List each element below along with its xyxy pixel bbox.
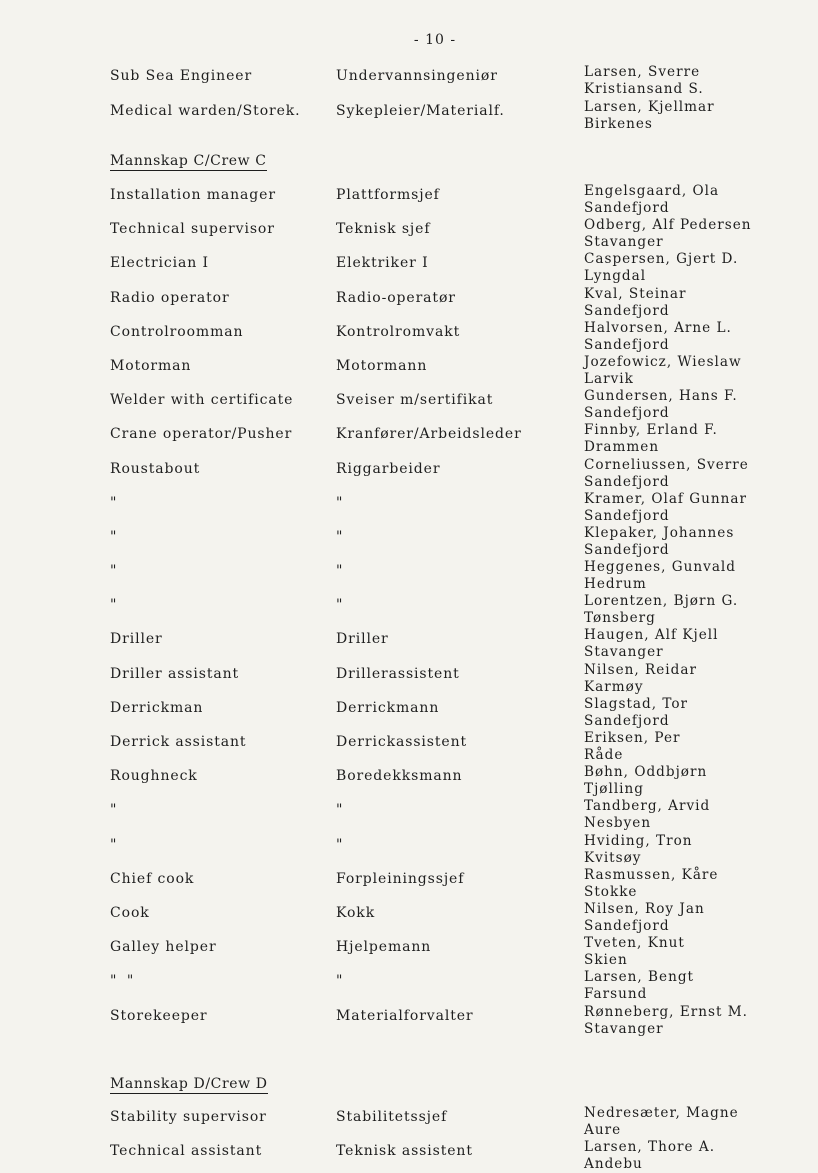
person <box>584 183 719 217</box>
person-name: Engelsgaard, Ola <box>584 183 720 199</box>
list-row <box>0 1004 818 1038</box>
person <box>584 867 718 901</box>
person <box>584 833 693 867</box>
list-row <box>0 251 818 285</box>
list-row <box>0 354 818 388</box>
person-name: Hviding, Tron <box>584 832 693 849</box>
person-name: Nilsen, Roy Jan <box>584 900 705 917</box>
english-title: Roustabout <box>110 460 201 477</box>
person-place: Sandefjord <box>584 302 670 319</box>
person-name: Haugen, Alf Kjell <box>584 627 719 644</box>
list-row <box>0 867 818 901</box>
list-row <box>0 969 818 1003</box>
list-row <box>0 64 818 99</box>
norwegian-title: Elektriker I <box>336 255 429 272</box>
norwegian-title: " <box>336 528 346 545</box>
list-row <box>0 286 818 320</box>
person-place: Råde <box>584 747 624 763</box>
english-title: " <box>110 802 120 819</box>
person-name: Odberg, Alf Pedersen <box>584 217 752 234</box>
person <box>584 251 738 285</box>
english-title: Radio operator <box>110 289 230 306</box>
list-row <box>0 99 818 134</box>
person-place: Sandefjord <box>584 712 670 729</box>
person-place: Sandefjord <box>584 473 670 490</box>
person-place: Stavanger <box>584 234 664 251</box>
norwegian-title: Materialforvalter <box>336 1007 474 1024</box>
person-name: Larsen, Sverre <box>584 64 701 80</box>
list-row <box>0 320 818 354</box>
english-title: " <box>110 597 120 614</box>
norwegian-title: Kranfører/Arbeidsleder <box>336 426 522 443</box>
crew-c-heading-text: Mannskap C/Crew C <box>110 153 267 169</box>
crew-d-rows <box>0 1105 818 1173</box>
english-title: " <box>110 563 120 580</box>
person <box>584 491 747 525</box>
list-row <box>0 798 818 832</box>
person-name: Heggenes, Gunvald <box>584 559 736 576</box>
norwegian-title: Plattformsjef <box>336 187 440 203</box>
person-place: Kvitsøy <box>584 849 642 866</box>
crew-c-rows <box>0 183 818 1038</box>
person-name: Eriksen, Per <box>584 730 681 746</box>
english-title: Chief cook <box>110 870 195 887</box>
english-title: Galley helper <box>110 939 217 956</box>
norwegian-title: Riggarbeider <box>336 460 441 477</box>
norwegian-title: Undervannsingeniør <box>336 68 498 84</box>
person-name: Larsen, Thore A. <box>584 1138 716 1155</box>
person-place: Stokke <box>584 883 638 900</box>
crew-d-heading-text: Mannskap D/Crew D <box>110 1075 268 1092</box>
person-name: Tveten, Knut <box>584 935 685 952</box>
english-title: Storekeeper <box>110 1007 208 1024</box>
person-name: Larsen, Kjellmar <box>584 98 715 115</box>
person-place: Nesbyen <box>584 815 652 832</box>
crew-c-heading <box>0 133 818 167</box>
list-row <box>0 388 818 422</box>
crew-list <box>0 64 818 1173</box>
norwegian-title: Boredekksmann <box>336 768 463 785</box>
norwegian-title: " <box>336 563 346 580</box>
english-title: Roughneck <box>110 768 198 785</box>
person <box>584 457 749 491</box>
person <box>584 764 707 798</box>
person-place: Andebu <box>584 1155 643 1172</box>
person-place: Stavanger <box>584 644 664 661</box>
person-place: Sandefjord <box>584 507 670 524</box>
person-place: Birkenes <box>584 115 653 132</box>
english-title: Motorman <box>110 357 192 374</box>
person <box>584 1004 748 1038</box>
norwegian-title: Derrickassistent <box>336 734 468 750</box>
person-place: Sandefjord <box>584 405 670 422</box>
person-name: Rasmussen, Kåre <box>584 866 719 883</box>
english-title: " <box>110 528 120 545</box>
norwegian-title: Sykepleier/Materialf. <box>336 102 505 119</box>
list-row <box>0 559 818 593</box>
norwegian-title: Kokk <box>336 904 376 921</box>
list-row <box>0 935 818 969</box>
person-place: Tjølling <box>584 781 644 798</box>
person-place: Karmøy <box>584 678 644 695</box>
person <box>584 422 718 456</box>
person <box>584 627 719 661</box>
person-place: Farsund <box>584 986 648 1003</box>
english-title: Driller assistant <box>110 665 240 682</box>
person-place: Sandefjord <box>584 200 670 216</box>
person-place: Stavanger <box>584 1020 664 1037</box>
person-name: Tandberg, Arvid <box>584 798 711 815</box>
english-title: Crane operator/Pusher <box>110 426 293 443</box>
norwegian-title: Stabilitetssjef <box>336 1108 448 1125</box>
norwegian-title: Driller <box>336 631 389 648</box>
person-name: Gundersen, Hans F. <box>584 388 738 405</box>
person-name: Finnby, Erland F. <box>584 422 718 439</box>
norwegian-title: Hjelpemann <box>336 939 432 956</box>
english-title: Welder with certificate <box>110 392 294 409</box>
list-row <box>0 422 818 456</box>
person <box>584 696 688 730</box>
person-name: Kval, Steinar <box>584 285 687 302</box>
person <box>584 730 681 764</box>
norwegian-title: Derrickmann <box>336 699 440 716</box>
english-title: Derrickman <box>110 699 204 716</box>
norwegian-title: Motormann <box>336 357 428 374</box>
person <box>584 217 752 251</box>
person <box>584 525 734 559</box>
person-name: Corneliussen, Sverre <box>584 456 749 473</box>
list-row <box>0 491 818 525</box>
person <box>584 286 686 320</box>
norwegian-title: Forpleiningssjef <box>336 870 465 887</box>
list-row <box>0 217 818 251</box>
list-row <box>0 457 818 491</box>
english-title: Technical assistant <box>110 1142 263 1159</box>
person-name: Klepaker, Johannes <box>584 524 735 541</box>
english-title: " <box>110 836 120 853</box>
person-name: Caspersen, Gjert D. <box>584 251 739 268</box>
person <box>584 388 738 422</box>
person-name: Bøhn, Oddbjørn <box>584 764 708 781</box>
person-place: Larvik <box>584 370 634 387</box>
person-name: Jozefowicz, Wieslaw <box>584 353 742 370</box>
person <box>584 354 742 388</box>
norwegian-title: Teknisk sjef <box>336 221 431 238</box>
english-title: Technical supervisor <box>110 221 275 238</box>
person-place: Lyngdal <box>584 268 647 285</box>
english-title: " <box>110 494 120 511</box>
person <box>584 1139 715 1173</box>
english-title: Electrician I <box>110 255 209 272</box>
person-place: Hedrum <box>584 576 647 593</box>
norwegian-title: " <box>336 836 346 853</box>
crew-d-heading <box>0 1056 818 1090</box>
norwegian-title: Drillerassistent <box>336 665 460 682</box>
english-title: Controlroomman <box>110 323 244 340</box>
person-place: Tønsberg <box>584 610 656 627</box>
english-title: Cook <box>110 904 150 921</box>
norwegian-title: " <box>336 494 346 511</box>
person-name: Nedresæter, Magne <box>584 1104 739 1121</box>
person-place: Aure <box>584 1121 622 1138</box>
list-row <box>0 183 818 217</box>
person <box>584 64 704 98</box>
person-place: Sandefjord <box>584 917 670 934</box>
person <box>584 969 694 1003</box>
english-title: Medical warden/Storek. <box>110 102 301 119</box>
list-row <box>0 662 818 696</box>
norwegian-title: Sveiser m/sertifikat <box>336 392 494 409</box>
list-row <box>0 1105 818 1139</box>
person <box>584 1105 739 1139</box>
person-name: Halvorsen, Arne L. <box>584 319 732 336</box>
person <box>584 320 732 354</box>
person-name: Kramer, Olaf Gunnar <box>584 490 748 507</box>
person <box>584 662 697 696</box>
list-row <box>0 525 818 559</box>
person-place: Skien <box>584 952 628 969</box>
person <box>584 935 685 969</box>
english-title: Stability supervisor <box>110 1108 267 1125</box>
person-place: Sandefjord <box>584 541 670 558</box>
list-row <box>0 764 818 798</box>
english-title: Driller <box>110 631 163 648</box>
list-row <box>0 627 818 661</box>
person <box>584 798 710 832</box>
person-name: Slagstad, Tor <box>584 695 689 712</box>
person-name: Rønneberg, Ernst M. <box>584 1003 748 1020</box>
norwegian-title: " <box>336 597 346 614</box>
person-place: Kristiansand S. <box>584 81 704 97</box>
norwegian-title: " <box>336 802 346 819</box>
norwegian-title: Kontrolromvakt <box>336 323 461 340</box>
english-title: Sub Sea Engineer <box>110 68 253 84</box>
list-row <box>0 1139 818 1173</box>
person <box>584 901 705 935</box>
list-row <box>0 696 818 730</box>
list-row <box>0 901 818 935</box>
norwegian-title: " <box>336 973 346 990</box>
person-name: Nilsen, Reidar <box>584 661 697 678</box>
person <box>584 593 738 627</box>
person <box>584 559 736 593</box>
page-number: - 10 - <box>413 32 457 48</box>
list-row <box>0 833 818 867</box>
person-name: Larsen, Bengt <box>584 969 695 986</box>
person-name: Lorentzen, Bjørn G. <box>584 593 739 610</box>
person <box>584 99 715 133</box>
english-title: Derrick assistant <box>110 734 247 750</box>
norwegian-title: Radio-operatør <box>336 289 456 306</box>
person-place: Sandefjord <box>584 336 670 353</box>
norwegian-title: Teknisk assistent <box>336 1142 473 1159</box>
english-title: Installation manager <box>110 187 276 203</box>
list-row <box>0 730 818 764</box>
english-title: " " <box>110 973 137 990</box>
list-row <box>0 593 818 627</box>
person-place: Drammen <box>584 439 660 456</box>
